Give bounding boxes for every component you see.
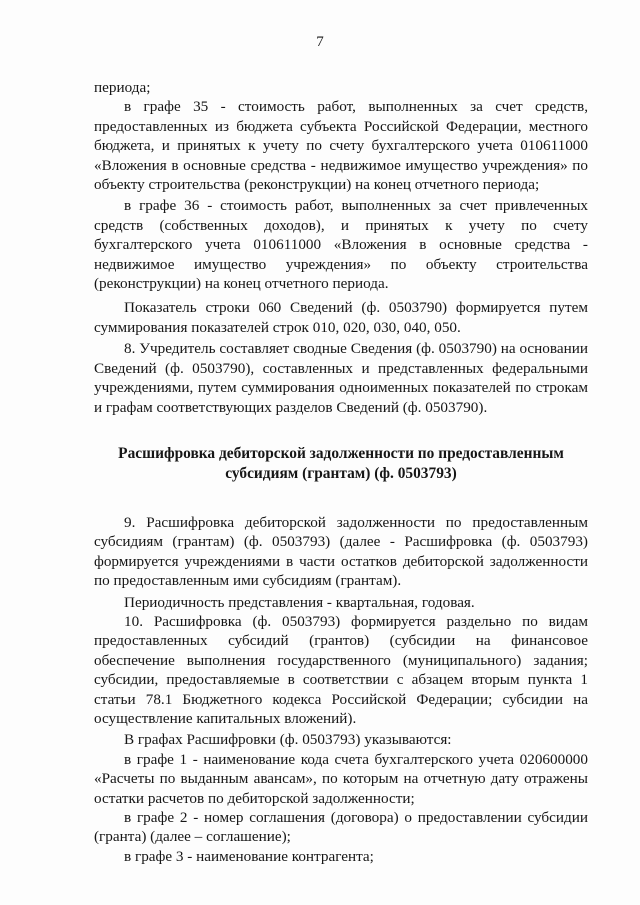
section-heading-line: субсидиям (грантам) (ф. 0503793) xyxy=(225,464,457,482)
paragraph: 10. Расшифровка (ф. 0503793) формируется раздельно по видам предоставленных субсидий (грантов) (субсидии на финансовое обеспечение выполнения государственного (муниципального) задания; субсидии, предоставляемые в соответствии с абзацем вторым пункта 1 статьи 78.1 Бюджетного кодекса Российской Федерации; субсидии на осуществление капитальных вложений). xyxy=(94,612,588,727)
paragraph: в графе 2 - номер соглашения (договора) о предоставлении субсидии (гранта) (далее – соглашение); xyxy=(94,809,588,846)
paragraph: Показатель строки 060 Сведений (ф. 0503790) формируется путем суммирования показателей строк 010, 020, 030, 040, 050. xyxy=(94,299,588,336)
paragraph: в графе 1 - наименование кода счета бухгалтерского учета 020600000 «Расчеты по выданным авансам», по которым на отчетную дату отражены остатки расчетов по дебиторской задолженности; xyxy=(94,750,588,807)
paragraph: периода; xyxy=(94,79,151,96)
paragraph: 8. Учредитель составляет сводные Сведения (ф. 0503790) на основании Сведений (ф. 0503790), составленных и представленных федеральными учреждениями, путем суммирования одноименных показателей по строкам и графам соответствующих разделов Сведений (ф. 0503790). xyxy=(94,340,588,416)
paragraph: в графе 36 - стоимость работ, выполненных за счет привлеченных средств (собственных доходов), и принятых к учету по счету бухгалтерского учета 010611000 «Вложения в основные средства - недвижимое имущество учреждения» по объекту строительства (реконструкции) на конец отчетного периода. xyxy=(94,197,588,293)
paragraph: В графах Расшифровки (ф. 0503793) указываются: xyxy=(124,731,452,749)
section-heading-line: Расшифровка дебиторской задолженности по предоставленным xyxy=(118,444,564,462)
paragraph: в графе 3 - наименование контрагента; xyxy=(124,847,374,865)
paragraph: Периодичность представления - квартальная, годовая. xyxy=(124,593,475,611)
document-body xyxy=(94,78,588,866)
section-heading xyxy=(94,444,588,484)
paragraph: в графе 35 - стоимость работ, выполненных за счет средств, предоставленных из бюджета субъекта Российской Федерации, местного бюджета, и принятых к учету по счету бухгалтерского учета 010611000 «Вложения в основные средства - недвижимое имущество учреждения» по объекту строительства (реконструкции) на конец отчетного периода; xyxy=(94,98,588,194)
page-number: 7 xyxy=(316,34,324,50)
paragraph: 9. Расшифровка дебиторской задолженности по предоставленным субсидиям (грантам) (ф. 0503793) (далее - Расшифровка (ф. 0503793) формируется учреждениями в части остатков дебиторской задолженности по предоставленным ими субсидиям (грантам). xyxy=(94,513,588,590)
